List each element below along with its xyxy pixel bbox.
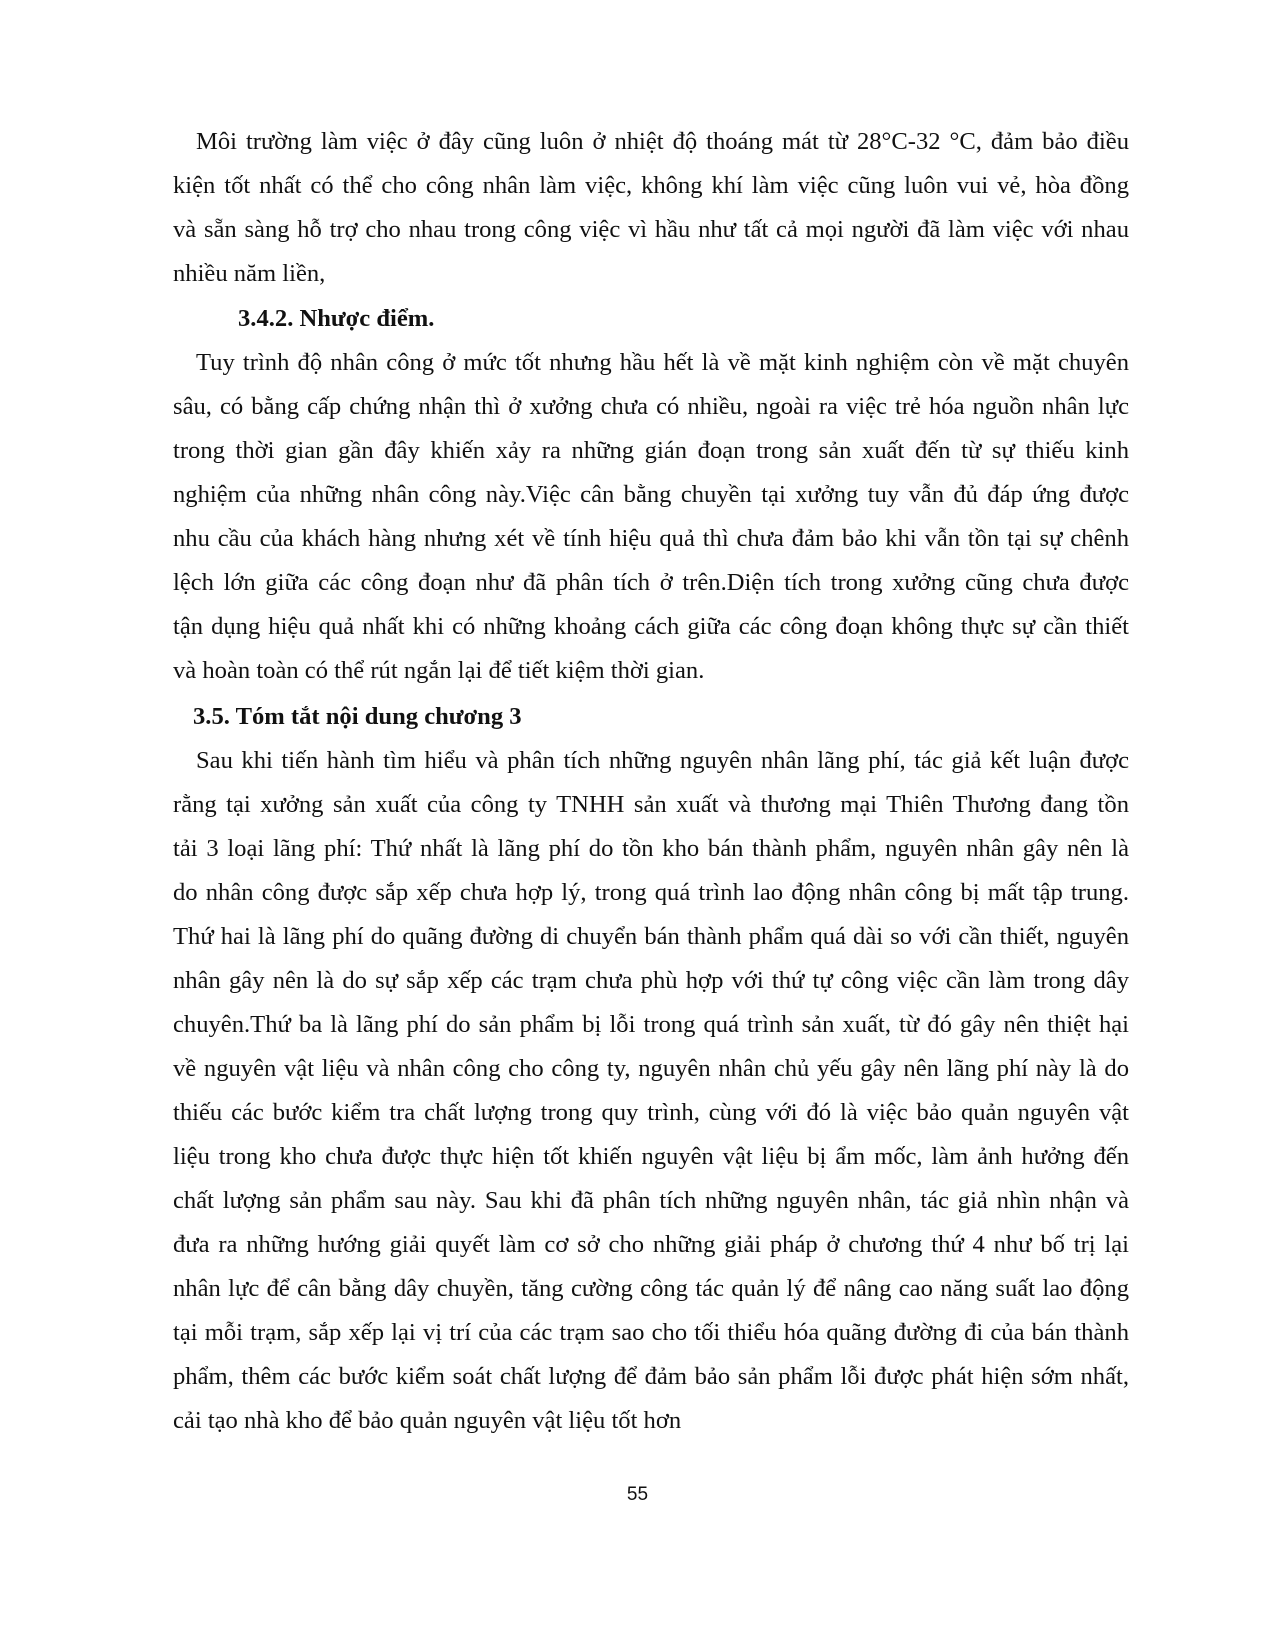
section-35-line-4: do nhân công được sắp xếp chưa hợp lý, trong quá trình lao động nhân công bị mất tập trung. bbox=[173, 879, 1129, 906]
section-35-line-1: Sau khi tiến hành tìm hiểu và phân tích những nguyên nhân lãng phí, tác giả kết luận được bbox=[196, 747, 1129, 774]
section-35-line-13: nhân lực để cân bằng dây chuyền, tăng cường công tác quản lý để nâng cao năng suất lao động bbox=[173, 1275, 1129, 1302]
section-35-line-8: về nguyên vật liệu và nhân công cho công ty, nguyên nhân chủ yếu gây nên lãng phí này là do bbox=[173, 1055, 1129, 1082]
section-35-line-2: rằng tại xưởng sản xuất của công ty TNHH sản xuất và thương mại Thiên Thương đang tồn bbox=[173, 791, 1129, 818]
paragraph-1-line-4: nhiều năm liền, bbox=[173, 260, 326, 287]
section-342-line-5: nhu cầu của khách hàng nhưng xét về tính hiệu quả thì chưa đảm bảo khi vẫn tồn tại sự chênh bbox=[173, 525, 1129, 552]
section-35-line-5: Thứ hai là lãng phí do quãng đường di chuyển bán thành phẩm quá dài so với cần thiết, nguyên bbox=[173, 923, 1129, 950]
section-35-line-12: đưa ra những hướng giải quyết làm cơ sở cho những giải pháp ở chương thứ 4 như bố trị lại bbox=[173, 1231, 1129, 1258]
section-35-line-14: tại mỗi trạm, sắp xếp lại vị trí của các trạm sao cho tối thiểu hóa quãng đường đi của bán thành bbox=[173, 1319, 1129, 1346]
section-342-line-1: Tuy trình độ nhân công ở mức tốt nhưng hầu hết là về mặt kinh nghiệm còn về mặt chuyên bbox=[196, 349, 1129, 376]
paragraph-1-line-3: và sẵn sàng hỗ trợ cho nhau trong công việc vì hầu như tất cả mọi người đã làm việc với nhau bbox=[173, 216, 1129, 243]
section-35-line-3: tải 3 loại lãng phí: Thứ nhất là lãng phí do tồn kho bán thành phẩm, nguyên nhân gây nên là bbox=[173, 835, 1129, 862]
section-35-line-16: cải tạo nhà kho để bảo quản nguyên vật liệu tốt hơn bbox=[173, 1407, 682, 1434]
section-heading-3-5: 3.5. Tóm tắt nội dung chương 3 bbox=[193, 703, 522, 730]
page-number: 55 bbox=[626, 1484, 649, 1505]
section-342-line-8: và hoàn toàn có thể rút ngắn lại để tiết kiệm thời gian. bbox=[173, 657, 705, 684]
section-35-line-11: chất lượng sản phẩm sau này. Sau khi đã phân tích những nguyên nhân, tác giả nhìn nhận và bbox=[173, 1187, 1129, 1214]
section-35-line-9: thiếu các bước kiểm tra chất lượng trong quy trình, cùng với đó là việc bảo quản nguyên vật bbox=[173, 1099, 1129, 1126]
section-342-line-2: sâu, có bằng cấp chứng nhận thì ở xưởng chưa có nhiều, ngoài ra việc trẻ hóa nguồn nhân lực bbox=[173, 393, 1129, 420]
section-342-line-4: nghiệm của những nhân công này.Việc cân bằng chuyền tại xưởng tuy vẫn đủ đáp ứng được bbox=[173, 481, 1129, 508]
section-35-line-7: chuyên.Thứ ba là lãng phí do sản phẩm bị lỗi trong quá trình sản xuất, từ đó gây nên thiệt hại bbox=[173, 1011, 1129, 1038]
section-35-line-15: phẩm, thêm các bước kiểm soát chất lượng để đảm bảo sản phẩm lỗi được phát hiện sớm nhất, bbox=[173, 1363, 1129, 1390]
paragraph-1-line-1: Môi trường làm việc ở đây cũng luôn ở nhiệt độ thoáng mát từ 28°C-32 °C, đảm bảo điều bbox=[196, 128, 1129, 155]
section-35-line-6: nhân gây nên là do sự sắp xếp các trạm chưa phù hợp với thứ tự công việc cần làm trong dây bbox=[173, 967, 1129, 994]
section-342-line-3: trong thời gian gần đây khiến xảy ra những gián đoạn trong sản xuất đến từ sự thiếu kinh bbox=[173, 437, 1129, 464]
section-35-line-10: liệu trong kho chưa được thực hiện tốt khiến nguyên vật liệu bị ẩm mốc, làm ảnh hưởng đến bbox=[173, 1143, 1129, 1170]
paragraph-1-line-2: kiện tốt nhất có thể cho công nhân làm việc, không khí làm việc cũng luôn vui vẻ, hòa đồng bbox=[173, 172, 1129, 199]
section-342-line-6: lệch lớn giữa các công đoạn như đã phân tích ở trên.Diện tích trong xưởng cũng chưa được bbox=[173, 569, 1129, 596]
section-342-line-7: tận dụng hiệu quả nhất khi có những khoảng cách giữa các công đoạn không thực sự cần thiết bbox=[173, 613, 1129, 640]
section-heading-3-4-2: 3.4.2. Nhược điểm. bbox=[238, 305, 435, 332]
